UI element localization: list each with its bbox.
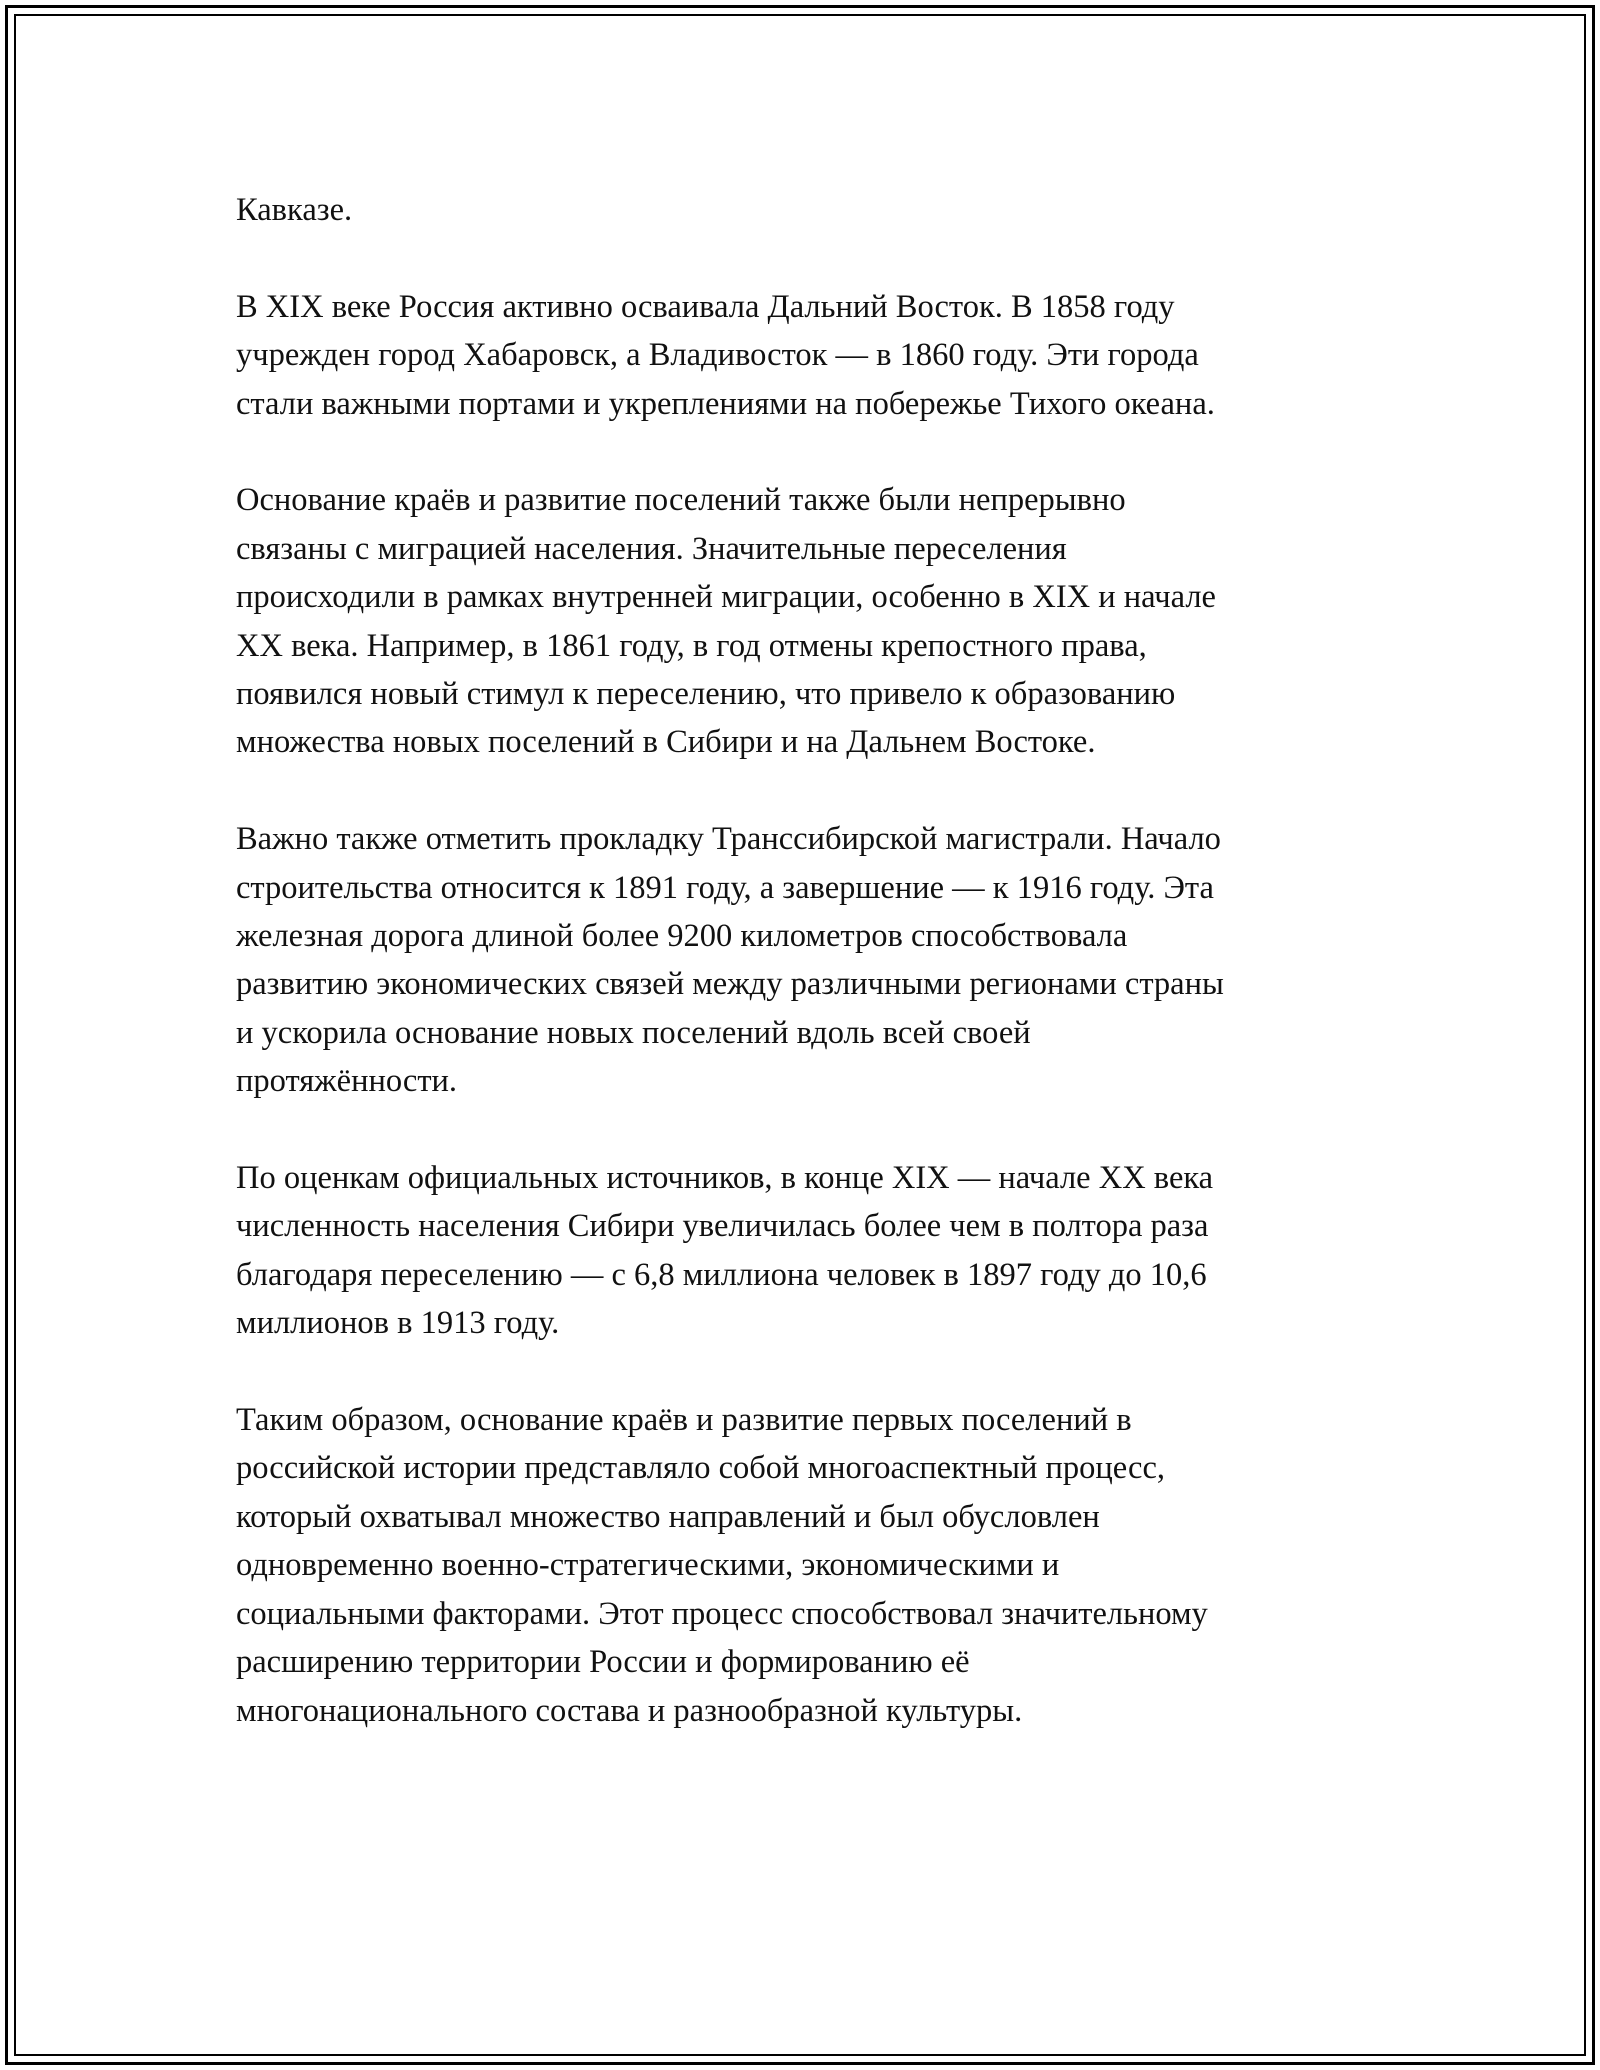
paragraph-line: многонационального состава и разнообразной культуры. <box>236 1692 1023 1729</box>
paragraph-line: и ускорила основание новых поселений вдоль всей своей <box>236 1014 1031 1051</box>
paragraph-line: железная дорога длиной более 9200 километров способствовала <box>236 918 1128 955</box>
paragraph-line: Кавказе. <box>236 192 353 228</box>
paragraph-line: Основание краёв и развитие поселений также были непрерывно <box>236 482 1126 519</box>
paragraph-line: одновременно военно-стратегическими, экономическими и <box>236 1547 1060 1584</box>
paragraph-5 <box>236 1154 1366 1348</box>
paragraph-line: множества новых поселений в Сибири и на Дальнем Востоке. <box>236 724 1096 761</box>
paragraph-6 <box>236 1396 1366 1735</box>
paragraph-line: российской истории представляло собой многоаспектный процесс, <box>236 1450 1166 1487</box>
paragraph-line: строительства относится к 1891 году, а завершение — к 1916 году. Эта <box>236 869 1214 906</box>
paragraph-line: Важно также отметить прокладку Транссибирской магистрали. Начало <box>236 821 1221 858</box>
paragraph-line: благодаря переселению — с 6,8 миллиона человек в 1897 году до 10,6 <box>236 1256 1207 1293</box>
paragraph-line: миллионов в 1913 году. <box>236 1305 560 1342</box>
paragraph-line: связаны с миграцией населения. Значительные переселения <box>236 530 1067 567</box>
paragraph-line: По оценкам официальных источников, в конце XIX — начале XX века <box>236 1160 1214 1197</box>
paragraph-line: учрежден город Хабаровск, а Владивосток — в 1860 году. Эти города <box>236 337 1199 374</box>
paragraph-line: В XIX веке Россия активно осваивала Дальний Восток. В 1858 году <box>236 288 1175 325</box>
paragraph-line: развитию экономических связей между различными регионами страны <box>236 966 1224 1003</box>
paragraph-line: социальными факторами. Этот процесс способствовал значительному <box>236 1595 1208 1632</box>
paragraph-line: расширению территории России и формированию её <box>236 1644 970 1681</box>
paragraph-line: происходили в рамках внутренней миграции, особенно в XIX и начале <box>236 579 1216 616</box>
paragraph-line: протяжённости. <box>236 1063 458 1100</box>
paragraph-line: XX века. Например, в 1861 году, в год отмены крепостного права, <box>236 627 1147 664</box>
paragraph-2 <box>236 283 1366 428</box>
document-body <box>236 186 1366 1783</box>
paragraph-3 <box>236 476 1366 766</box>
paragraph-line: численность населения Сибири увеличилась более чем в полтора раза <box>236 1208 1209 1245</box>
paragraph-line: стали важными портами и укреплениями на побережье Тихого океана. <box>236 385 1215 422</box>
paragraph-line: Таким образом, основание краёв и развитие первых поселений в <box>236 1402 1132 1439</box>
paragraph-1 <box>236 186 1366 234</box>
paragraph-4 <box>236 815 1366 1105</box>
paragraph-line: который охватывал множество направлений и был обусловлен <box>236 1498 1100 1535</box>
paragraph-line: появился новый стимул к переселению, что привело к образованию <box>236 676 1176 713</box>
